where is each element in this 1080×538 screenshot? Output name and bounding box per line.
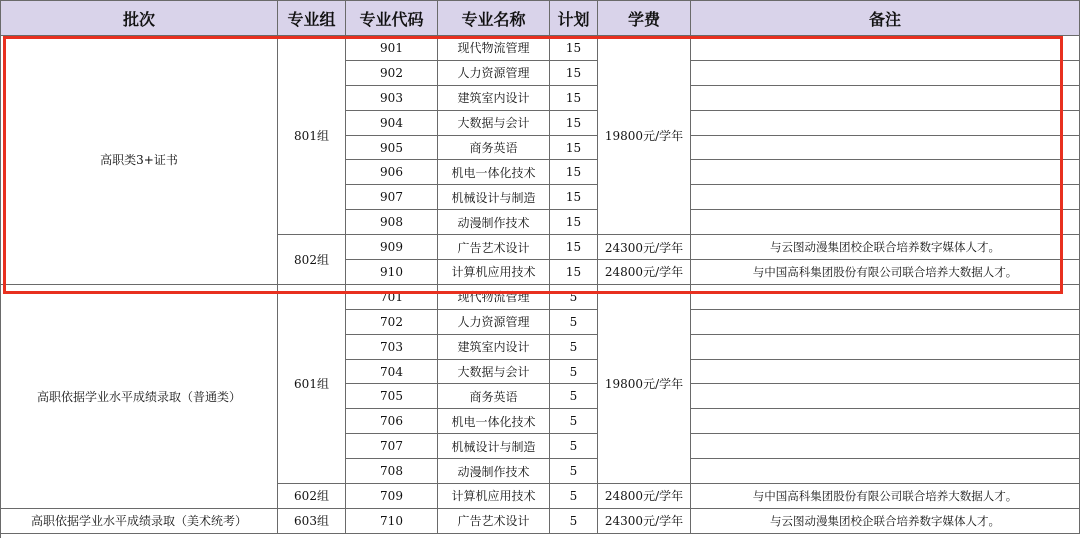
plan-cell: 5 — [550, 310, 598, 335]
plan-cell: 5 — [550, 384, 598, 409]
header-name: 专业名称 — [438, 0, 550, 36]
batch-cell: 高职类3+证书 — [1, 36, 278, 285]
header-code: 专业代码 — [346, 0, 438, 36]
group-cell: 801组 — [278, 36, 346, 235]
plan-cell: 15 — [550, 210, 598, 235]
remark-cell — [691, 36, 1080, 61]
name-cell: 大数据与会计 — [438, 360, 550, 385]
remark-cell — [691, 459, 1080, 484]
code-cell: 908 — [346, 210, 438, 235]
name-cell: 广告艺术设计 — [438, 235, 550, 260]
code-cell: 704 — [346, 360, 438, 385]
group-cell: 802组 — [278, 235, 346, 285]
header-batch: 批次 — [1, 0, 278, 36]
plan-cell: 5 — [550, 285, 598, 310]
plan-cell: 15 — [550, 185, 598, 210]
name-cell: 商务英语 — [438, 384, 550, 409]
remark-cell — [691, 384, 1080, 409]
plan-cell: 5 — [550, 484, 598, 509]
name-cell: 建筑室内设计 — [438, 335, 550, 360]
plan-cell: 15 — [550, 260, 598, 285]
remark-cell — [691, 360, 1080, 385]
batch-cell: 高职依据学业水平成绩录取（普通类） — [1, 285, 278, 509]
plan-cell: 5 — [550, 335, 598, 360]
header-group: 专业组 — [278, 0, 346, 36]
plan-cell: 15 — [550, 235, 598, 260]
group-cell: 602组 — [278, 484, 346, 509]
code-cell: 903 — [346, 86, 438, 111]
code-cell: 906 — [346, 160, 438, 185]
header-fee: 学费 — [598, 0, 691, 36]
name-cell: 机械设计与制造 — [438, 434, 550, 459]
plan-cell: 15 — [550, 86, 598, 111]
code-cell: 708 — [346, 459, 438, 484]
remark-cell — [691, 61, 1080, 86]
code-cell: 905 — [346, 136, 438, 161]
plan-cell: 15 — [550, 136, 598, 161]
remark-cell — [691, 335, 1080, 360]
name-cell: 计算机应用技术 — [438, 484, 550, 509]
name-cell: 机电一体化技术 — [438, 160, 550, 185]
code-cell: 904 — [346, 111, 438, 136]
fee-cell: 19800元/学年 — [598, 285, 691, 484]
code-cell: 909 — [346, 235, 438, 260]
code-cell: 902 — [346, 61, 438, 86]
name-cell: 现代物流管理 — [438, 36, 550, 61]
name-cell: 机械设计与制造 — [438, 185, 550, 210]
header-plan: 计划 — [550, 0, 598, 36]
plan-cell: 5 — [550, 409, 598, 434]
code-cell: 701 — [346, 285, 438, 310]
fee-cell: 19800元/学年 — [598, 36, 691, 235]
fee-cell: 24300元/学年 — [598, 235, 691, 260]
name-cell: 计算机应用技术 — [438, 260, 550, 285]
code-cell: 703 — [346, 335, 438, 360]
fee-cell: 24800元/学年 — [598, 260, 691, 285]
code-cell: 710 — [346, 509, 438, 534]
header-remark: 备注 — [691, 0, 1080, 36]
fee-cell: 24800元/学年 — [598, 484, 691, 509]
remark-cell: 与云图动漫集团校企联合培养数字媒体人才。 — [691, 235, 1080, 260]
code-cell: 907 — [346, 185, 438, 210]
code-cell: 702 — [346, 310, 438, 335]
name-cell: 现代物流管理 — [438, 285, 550, 310]
remark-cell — [691, 310, 1080, 335]
plan-cell: 5 — [550, 360, 598, 385]
code-cell: 705 — [346, 384, 438, 409]
remark-cell — [691, 160, 1080, 185]
plan-cell: 15 — [550, 36, 598, 61]
code-cell: 706 — [346, 409, 438, 434]
fee-cell: 24300元/学年 — [598, 509, 691, 534]
remark-cell — [691, 111, 1080, 136]
code-cell: 901 — [346, 36, 438, 61]
batch-cell: 高职依据学业水平成绩录取（美术统考） — [1, 509, 278, 534]
name-cell: 人力资源管理 — [438, 61, 550, 86]
remark-cell — [691, 434, 1080, 459]
remark-cell: 与中国高科集团股份有限公司联合培养大数据人才。 — [691, 484, 1080, 509]
name-cell: 商务英语 — [438, 136, 550, 161]
remark-cell — [691, 136, 1080, 161]
plan-cell: 15 — [550, 111, 598, 136]
name-cell: 人力资源管理 — [438, 310, 550, 335]
remark-cell: 与云图动漫集团校企联合培养数字媒体人才。 — [691, 509, 1080, 534]
remark-cell — [691, 409, 1080, 434]
group-cell: 603组 — [278, 509, 346, 534]
name-cell: 大数据与会计 — [438, 111, 550, 136]
remark-cell — [691, 185, 1080, 210]
name-cell: 动漫制作技术 — [438, 459, 550, 484]
remark-cell — [691, 285, 1080, 310]
remark-cell — [691, 86, 1080, 111]
remark-cell: 与中国高科集团股份有限公司联合培养大数据人才。 — [691, 260, 1080, 285]
name-cell: 动漫制作技术 — [438, 210, 550, 235]
plan-cell: 5 — [550, 434, 598, 459]
plan-cell: 5 — [550, 459, 598, 484]
name-cell: 机电一体化技术 — [438, 409, 550, 434]
plan-cell: 15 — [550, 61, 598, 86]
name-cell: 建筑室内设计 — [438, 86, 550, 111]
group-cell: 601组 — [278, 285, 346, 484]
code-cell: 910 — [346, 260, 438, 285]
code-cell: 709 — [346, 484, 438, 509]
name-cell: 广告艺术设计 — [438, 509, 550, 534]
remark-cell — [691, 210, 1080, 235]
plan-cell: 15 — [550, 160, 598, 185]
code-cell: 707 — [346, 434, 438, 459]
plan-cell: 5 — [550, 509, 598, 534]
